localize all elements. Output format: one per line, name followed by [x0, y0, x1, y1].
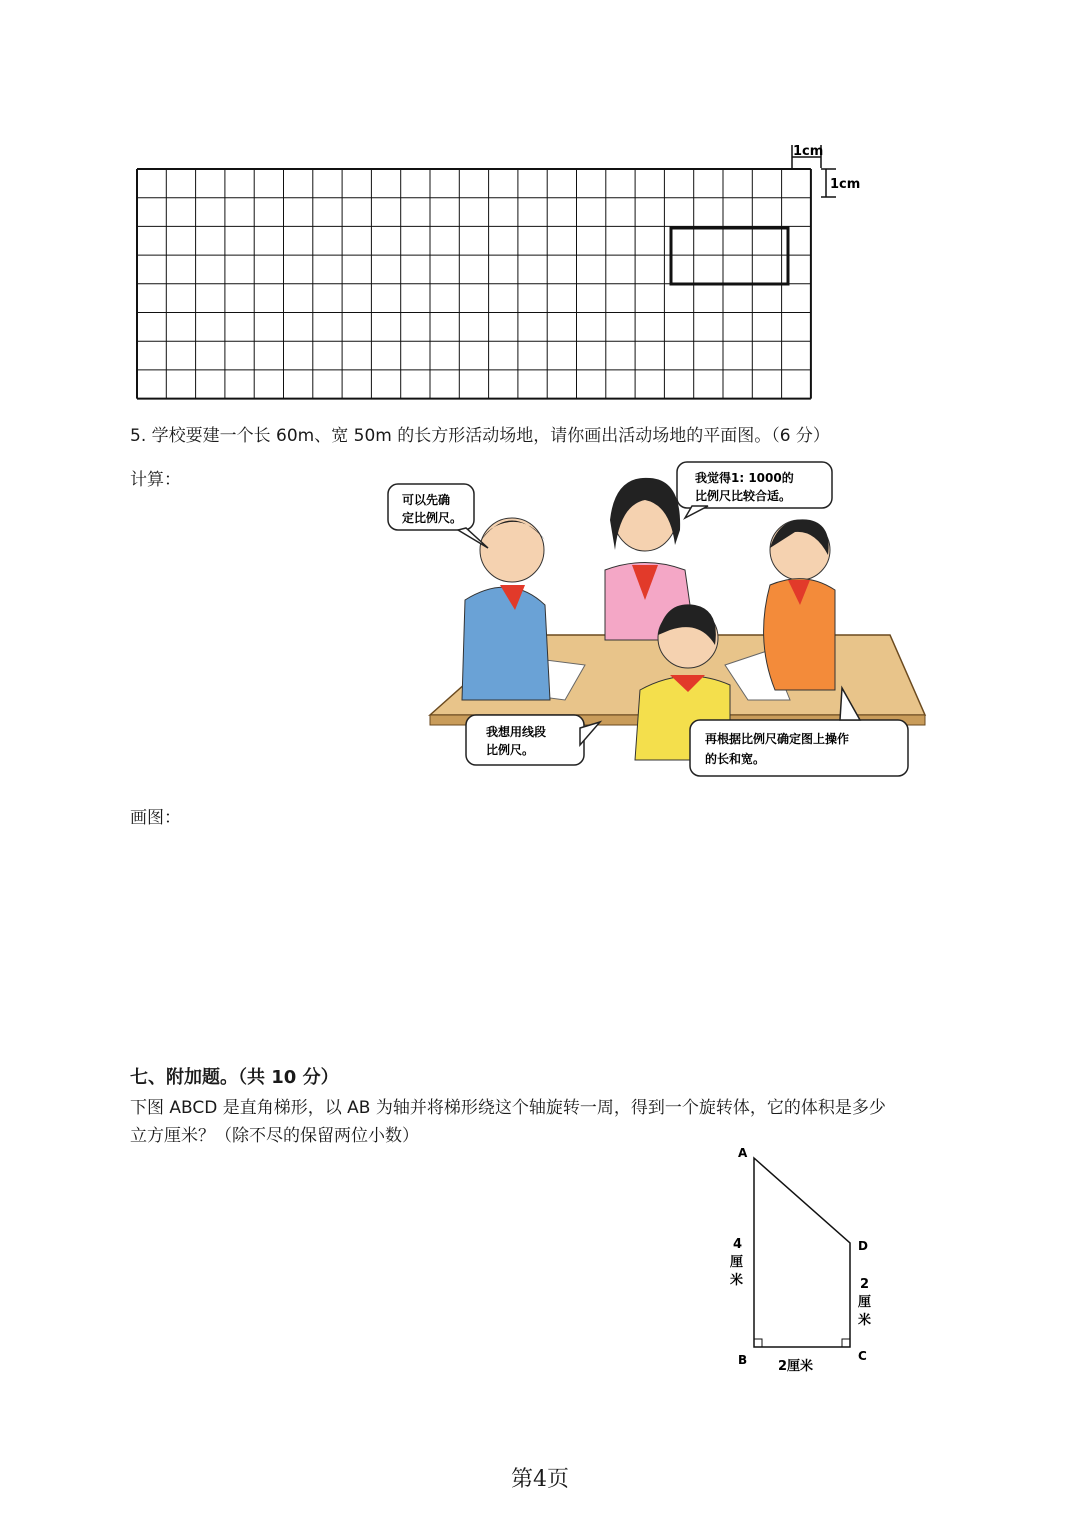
boy-left — [462, 518, 550, 700]
bubble-4-line-2: 的长和宽。 — [705, 752, 766, 766]
dc-label-3: 米 — [858, 1313, 872, 1328]
section-7-text-line-2: 立方厘米？（除不尽的保留两位小数） — [130, 1126, 419, 1146]
question-5-prompt: 5. 学校要建一个长 60m、宽 50m 的长方形活动场地，请你画出活动场地的平面图。（6 分） — [130, 426, 830, 446]
bubble-2-line-1: 我觉得1: 1000的 — [695, 471, 794, 485]
trapezoid-outline — [754, 1158, 850, 1347]
calc-label: 计算： — [130, 470, 181, 490]
section-7-text-line-1: 下图 ABCD 是直角梯形，以 AB 为轴并将梯形绕这个轴旋转一周，得到一个旋转体，它的体积是多少 — [130, 1098, 886, 1118]
bubble-4-line-1: 再根据比例尺确定图上操作 — [705, 732, 850, 746]
vertex-a-label: A — [738, 1146, 748, 1160]
unit-height-label: 1cm — [830, 177, 861, 192]
vertex-b-label: B — [738, 1353, 748, 1367]
ab-label-1: 4 — [733, 1237, 743, 1252]
trapezoid-figure — [720, 1140, 900, 1380]
section-7-heading: 七、附加题。（共 10 分） — [130, 1067, 339, 1088]
ab-label-2: 厘 — [730, 1255, 744, 1270]
ab-label-3: 米 — [730, 1273, 744, 1288]
bubble-1-line-1: 可以先确 — [402, 493, 451, 507]
vertex-d-label: D — [858, 1239, 868, 1253]
draw-label: 画图： — [130, 808, 181, 828]
right-angle-mark-c — [842, 1339, 850, 1347]
speech-bubble-2 — [677, 462, 832, 518]
classroom-illustration — [370, 460, 940, 790]
bubble-3-line-2: 比例尺。 — [486, 743, 535, 757]
bubble-3-line-1: 我想用线段 — [486, 725, 547, 739]
vertex-c-label: C — [858, 1349, 867, 1363]
speech-bubble-3 — [466, 715, 600, 765]
boy-right — [764, 519, 835, 690]
unit-width-label: 1cm — [793, 144, 824, 159]
bubble-2-line-2: 比例尺比较合适。 — [695, 489, 792, 503]
grid-figure — [0, 0, 1080, 420]
bc-label: 2厘米 — [778, 1359, 814, 1374]
shaded-rectangle — [671, 228, 788, 284]
bubble-1-line-2: 定比例尺。 — [402, 511, 463, 525]
dc-label-2: 厘 — [858, 1295, 872, 1310]
page-number: 第4页 — [511, 1467, 569, 1492]
right-angle-mark-b — [754, 1339, 762, 1347]
speech-bubble-1 — [388, 484, 488, 548]
dc-label-1: 2 — [860, 1277, 870, 1292]
